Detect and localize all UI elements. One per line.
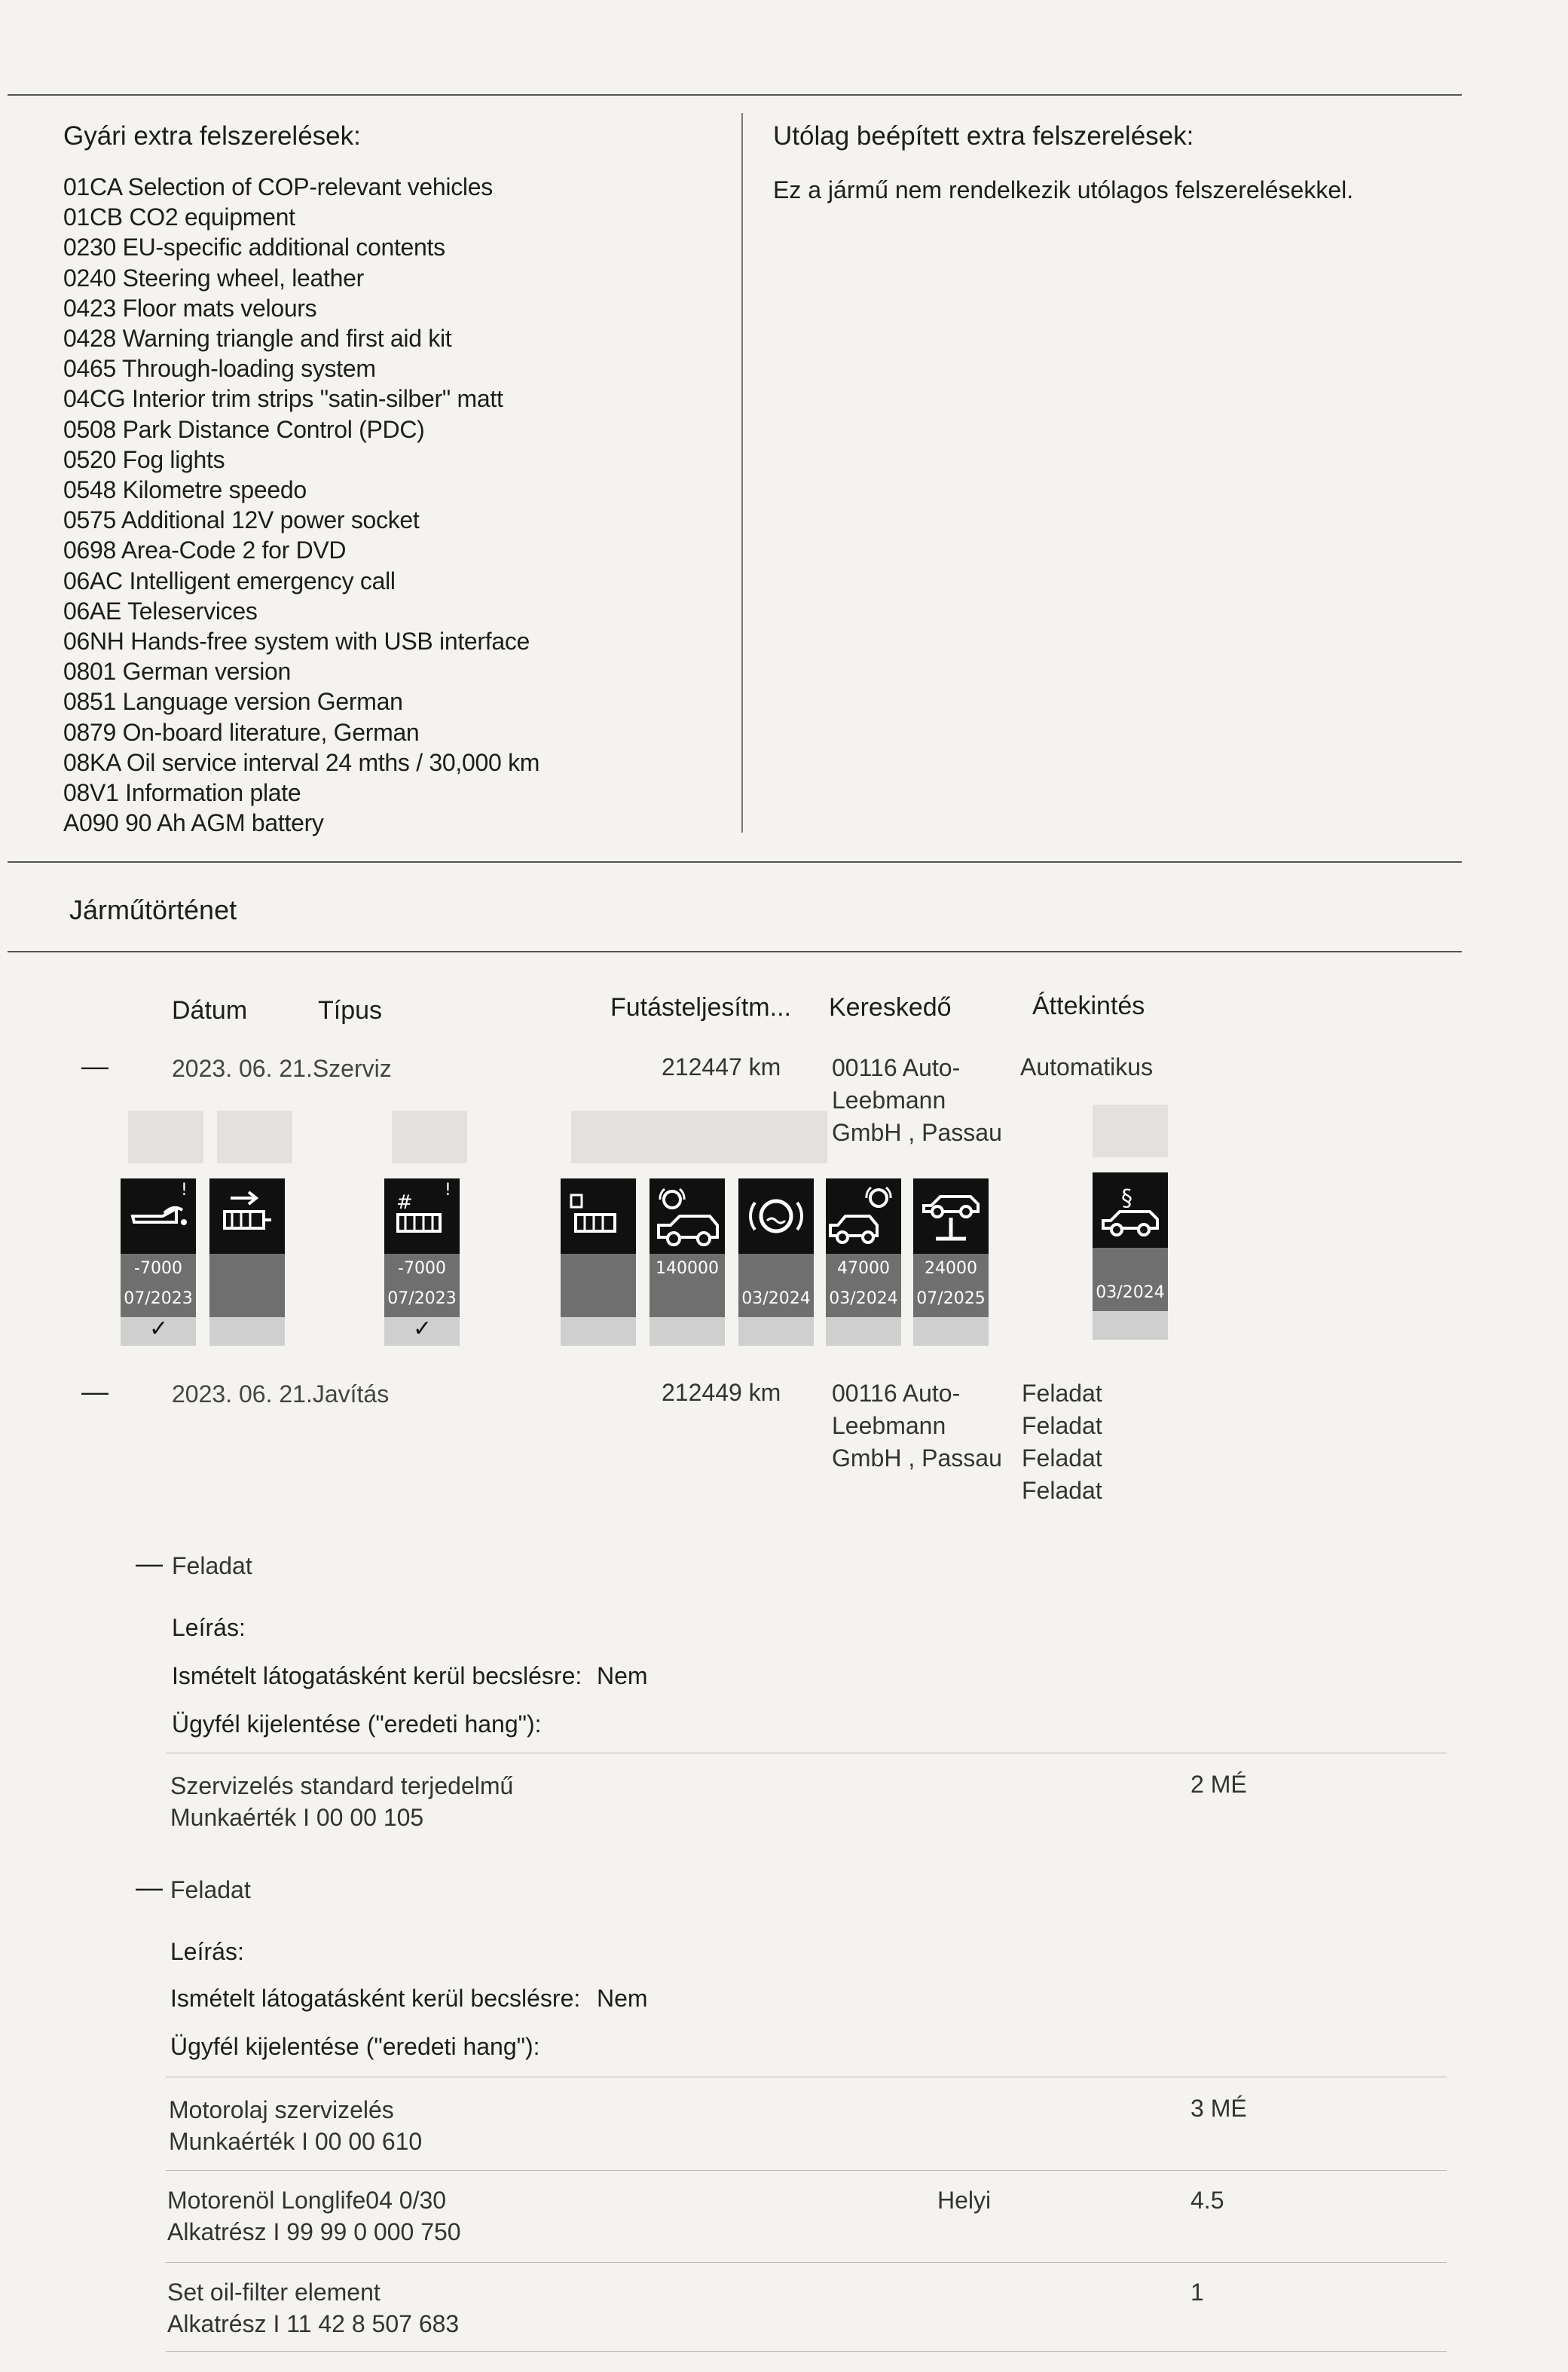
line-qty: 3 MÉ: [1191, 2095, 1247, 2122]
check-icon: ✓: [413, 1316, 432, 1341]
service-card-front-brake[interactable]: 47000 03/2024: [826, 1178, 901, 1346]
front-brake-icon: [826, 1178, 901, 1254]
column-divider: [741, 113, 743, 833]
line-sub: Alkatrész I 99 99 0 000 750: [167, 2218, 461, 2245]
list-item: 0423 Floor mats velours: [63, 294, 317, 322]
vehicle-lift-icon: [913, 1178, 989, 1254]
collapse-icon[interactable]: —: [81, 1376, 109, 1407]
entry-mileage: 212449 km: [662, 1379, 781, 1406]
microfilter-icon: [384, 1178, 460, 1254]
repeat-value: Nem: [597, 1662, 648, 1689]
list-item: 01CB CO2 equipment: [63, 203, 295, 231]
list-item: 0879 On-board literature, German: [63, 718, 420, 746]
collapse-icon[interactable]: —: [136, 1548, 163, 1579]
inspection-law-icon: [1093, 1172, 1168, 1248]
retrofit-extras-text: Ez a jármű nem rendelkezik utólagos felszerelésekkel.: [773, 176, 1354, 203]
entry-mileage: 212447 km: [662, 1053, 781, 1081]
list-item: 0240 Steering wheel, leather: [63, 264, 364, 292]
service-card-vehicle-check[interactable]: 140000: [650, 1178, 725, 1346]
entry-date-type: 2023. 06. 21.Javítás: [172, 1380, 390, 1408]
customer-statement-label: Ügyfél kijelentése ("eredeti hang"):: [172, 1710, 542, 1738]
list-item: 0428 Warning triangle and first aid kit: [63, 325, 452, 353]
list-item: 06AC Intelligent emergency call: [63, 567, 396, 595]
description-label: Leírás:: [172, 1614, 246, 1641]
line-note: Helyi: [937, 2187, 992, 2214]
repeat-label: Ismételt látogatásként kerül becslésre:: [170, 1985, 581, 2012]
column-header-date: Dátum: [172, 996, 248, 1025]
list-item: 08KA Oil service interval 24 mths / 30,000 km: [63, 748, 540, 776]
svg-text:!: !: [181, 1181, 188, 1200]
service-card-engine-oil[interactable]: ! -7000 07/2023 ✓: [121, 1178, 196, 1346]
history-title: Járműtörténet: [69, 894, 237, 925]
list-item: 0801 German version: [63, 658, 292, 686]
column-header-mileage: Futásteljesítm...: [610, 993, 791, 1022]
list-item: 0520 Fog lights: [63, 445, 225, 473]
line-title: Szervizelés standard terjedelmű: [170, 1772, 514, 1799]
task-label: Feladat: [172, 1552, 252, 1579]
list-item: 01CA Selection of COP-relevant vehicles: [63, 173, 493, 200]
line-sub: Alkatrész I 11 42 8 507 683: [167, 2310, 460, 2337]
list-item: 0548 Kilometre speedo: [63, 476, 307, 504]
entry-overview: Feladat Feladat Feladat Feladat: [1022, 1380, 1102, 1504]
list-item: A090 90 Ah AGM battery: [63, 809, 324, 837]
list-item: 08V1 Information plate: [63, 779, 301, 807]
svg-text:#: #: [396, 1191, 413, 1214]
check-icon: ✓: [149, 1316, 169, 1341]
list-item: 06AE Teleservices: [63, 597, 258, 625]
history-bottom-divider: [8, 951, 1462, 952]
top-divider: [8, 94, 1462, 96]
list-item: 04CG Interior trim strips "satin-silber" matt: [63, 385, 503, 413]
list-item: 0698 Area-Code 2 for DVD: [63, 536, 347, 564]
factory-extras-list: [63, 172, 539, 838]
line-qty: 4.5: [1191, 2187, 1224, 2214]
service-card-brake-fluid[interactable]: 03/2024: [738, 1178, 814, 1346]
line-title: Motorolaj szervizelés: [169, 2096, 394, 2123]
task-label: Feladat: [170, 1876, 251, 1903]
line-sub: Munkaérték I 00 00 610: [169, 2128, 423, 2155]
svg-text:!: !: [445, 1181, 451, 1200]
brake-fluid-icon: [738, 1178, 814, 1254]
retrofit-extras-heading: Utólag beépített extra felszerelések:: [773, 121, 1194, 151]
air-filter-icon: [209, 1178, 285, 1254]
entry-date-type: 2023. 06. 21.Szerviz: [172, 1055, 392, 1082]
customer-statement-label: Ügyfél kijelentése ("eredeti hang"):: [170, 2033, 540, 2060]
fuel-filter-icon: [561, 1178, 636, 1254]
history-top-divider: [8, 861, 1462, 863]
factory-extras-heading: Gyári extra felszerelések:: [63, 121, 361, 151]
service-card-vehicle-lift[interactable]: 24000 07/2025: [913, 1178, 989, 1346]
column-header-dealer: Kereskedő: [829, 993, 952, 1022]
service-card-fuel-filter[interactable]: [561, 1178, 636, 1346]
repeat-value: Nem: [597, 1985, 648, 2012]
list-item: 06NH Hands-free system with USB interface: [63, 628, 530, 656]
entry-dealer: 00116 Auto- Leebmann GmbH , Passau: [832, 1054, 1002, 1146]
list-item: 0465 Through-loading system: [63, 355, 376, 383]
description-label: Leírás:: [170, 1938, 244, 1965]
engine-oil-icon: [121, 1178, 196, 1254]
collapse-icon[interactable]: —: [81, 1050, 109, 1081]
line-sub: Munkaérték I 00 00 105: [170, 1804, 424, 1831]
column-header-type: Típus: [318, 996, 383, 1025]
list-item: 0851 Language version German: [63, 688, 403, 716]
service-card-inspection[interactable]: § 03/2024: [1093, 1172, 1168, 1340]
list-item: 0508 Park Distance Control (PDC): [63, 415, 425, 443]
collapse-icon[interactable]: —: [136, 1872, 163, 1903]
list-item: 0230 EU-specific additional contents: [63, 234, 445, 261]
line-title: Set oil-filter element: [167, 2279, 381, 2306]
column-header-overview: Áttekintés: [1032, 992, 1145, 1020]
entry-overview: Automatikus: [1020, 1053, 1154, 1081]
entry-dealer: 00116 Auto- Leebmann GmbH , Passau: [832, 1380, 1002, 1472]
repeat-label: Ismételt látogatásként kerül becslésre:: [172, 1662, 582, 1689]
list-item: 0575 Additional 12V power socket: [63, 506, 420, 534]
service-card-microfilter[interactable]: # ! -7000 07/2023 ✓: [384, 1178, 460, 1346]
svg-text:§: §: [1121, 1185, 1132, 1212]
line-qty: 1: [1191, 2279, 1204, 2306]
line-qty: 2 MÉ: [1191, 1771, 1247, 1798]
line-title: Motorenöl Longlife04 0/30: [167, 2187, 447, 2214]
vehicle-check-icon: [650, 1178, 725, 1254]
service-card-air-filter[interactable]: [209, 1178, 285, 1346]
